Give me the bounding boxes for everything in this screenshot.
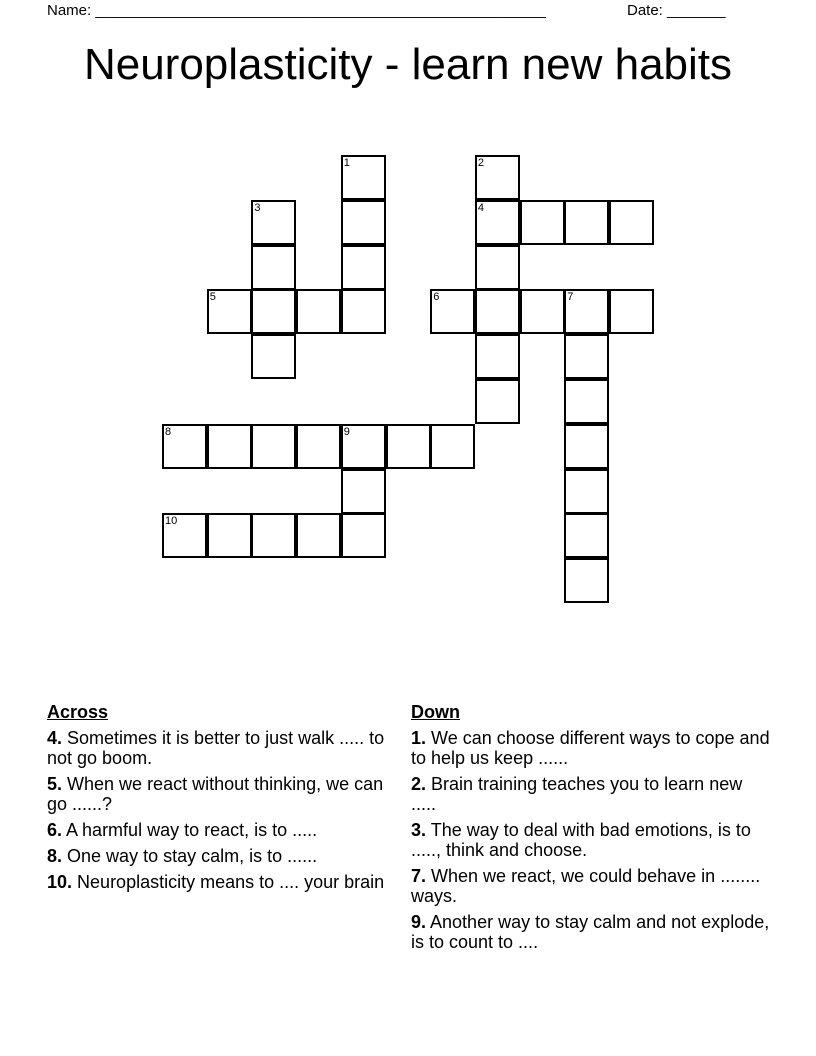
crossword-cell[interactable] <box>475 200 520 245</box>
crossword-cell[interactable] <box>341 155 386 200</box>
clue-number: 1 <box>343 157 350 169</box>
date-label: Date: <box>627 2 663 19</box>
clue-text: The way to deal with bad emotions, is to ....., think and choose. <box>411 820 751 860</box>
clue-num: 5. <box>47 774 63 794</box>
clue-text: Sometimes it is better to just walk ..... to not go boom. <box>47 728 385 768</box>
clue-num: 4. <box>47 728 63 748</box>
crossword-cell[interactable] <box>341 469 386 514</box>
clue-text: Brain training teaches you to learn new ..... <box>411 774 743 814</box>
across-clues <box>47 702 397 898</box>
clue-text: A harmful way to react, is to ..... <box>66 820 318 840</box>
across-clue <box>47 774 397 814</box>
crossword-cell[interactable] <box>207 513 252 558</box>
clue-number: 10 <box>165 515 178 528</box>
clue-number: 9 <box>343 425 350 438</box>
crossword-cell[interactable] <box>341 424 386 469</box>
crossword-cell[interactable] <box>251 245 296 290</box>
crossword-cell[interactable] <box>564 469 609 514</box>
crossword-cell[interactable] <box>251 513 296 558</box>
clue-text: Another way to stay calm and not explode, is to count to .... <box>411 912 770 952</box>
crossword-cell[interactable] <box>251 200 296 245</box>
clue-num: 6. <box>47 820 63 840</box>
clue-num: 1. <box>411 728 427 748</box>
crossword-cell[interactable] <box>564 513 609 558</box>
crossword-cell[interactable] <box>520 200 565 245</box>
crossword-cell[interactable] <box>296 289 341 334</box>
clue-text: Neuroplasticity means to .... your brain <box>77 872 385 892</box>
crossword-cell[interactable] <box>386 424 431 469</box>
crossword-cell[interactable] <box>564 379 609 424</box>
crossword-cell[interactable] <box>207 289 252 334</box>
clue-number: 8 <box>165 425 172 438</box>
clue-number: 2 <box>477 157 485 169</box>
across-clue <box>47 820 397 840</box>
crossword-cell[interactable] <box>296 513 341 558</box>
crossword-cell[interactable] <box>564 424 609 469</box>
down-clue <box>411 728 771 768</box>
clue-number: 5 <box>209 291 216 304</box>
clue-text: One way to stay calm, is to ...... <box>67 846 318 866</box>
date-field[interactable] <box>627 2 725 19</box>
crossword-cell[interactable] <box>341 289 386 334</box>
clue-num: 8. <box>47 846 63 866</box>
crossword-cell[interactable] <box>430 289 475 334</box>
down-heading: Down <box>411 702 460 722</box>
clue-num: 2. <box>411 774 427 794</box>
crossword-cell[interactable] <box>609 289 654 334</box>
name-label: Name: <box>47 2 92 19</box>
clue-num: 3. <box>411 820 427 840</box>
clue-text: We can choose different ways to cope and to help us keep ...... <box>411 728 770 768</box>
down-clue <box>411 820 771 860</box>
across-heading: Across <box>47 702 109 722</box>
crossword-cell[interactable] <box>475 245 520 290</box>
clue-num: 10. <box>47 872 73 892</box>
clue-number: 4 <box>477 201 485 214</box>
name-line: ______________________________________________________ <box>95 2 546 19</box>
crossword-cell[interactable] <box>341 513 386 558</box>
clue-text: When we react without thinking, we can go ......? <box>47 774 384 814</box>
crossword-cell[interactable] <box>430 424 475 469</box>
crossword-cell[interactable] <box>564 558 609 603</box>
crossword-cell[interactable] <box>475 289 520 334</box>
across-clue <box>47 872 397 892</box>
crossword-cell[interactable] <box>475 155 520 200</box>
crossword-cell[interactable] <box>162 513 207 558</box>
down-clue <box>411 774 771 814</box>
crossword-cell[interactable] <box>162 424 207 469</box>
down-clues <box>411 702 771 958</box>
crossword-cell[interactable] <box>564 289 609 334</box>
crossword-cell[interactable] <box>251 424 296 469</box>
across-clue <box>47 846 397 866</box>
clue-number: 6 <box>433 291 440 304</box>
down-clue <box>411 866 771 906</box>
down-clue <box>411 912 771 952</box>
crossword-cell[interactable] <box>341 200 386 245</box>
crossword-cell[interactable] <box>475 334 520 379</box>
across-clue <box>47 728 397 768</box>
crossword-cell[interactable] <box>251 289 296 334</box>
crossword-cell[interactable] <box>520 289 565 334</box>
crossword-cell[interactable] <box>251 334 296 379</box>
name-field[interactable] <box>47 2 546 19</box>
clue-num: 9. <box>411 912 427 932</box>
page-title: Neuroplasticity - learn new habits <box>83 40 733 89</box>
crossword-cell[interactable] <box>296 424 341 469</box>
crossword-cell[interactable] <box>564 200 609 245</box>
clue-number: 7 <box>567 291 574 304</box>
crossword-cell[interactable] <box>207 424 252 469</box>
crossword-cell[interactable] <box>475 379 520 424</box>
clue-text: When we react, we could behave in ........ ways. <box>411 866 761 906</box>
crossword-cell[interactable] <box>564 334 609 379</box>
date-line: _______ <box>667 2 726 19</box>
crossword-cell[interactable] <box>609 200 654 245</box>
clue-num: 7. <box>411 866 427 886</box>
clue-number: 3 <box>254 201 261 214</box>
crossword-cell[interactable] <box>341 245 386 290</box>
